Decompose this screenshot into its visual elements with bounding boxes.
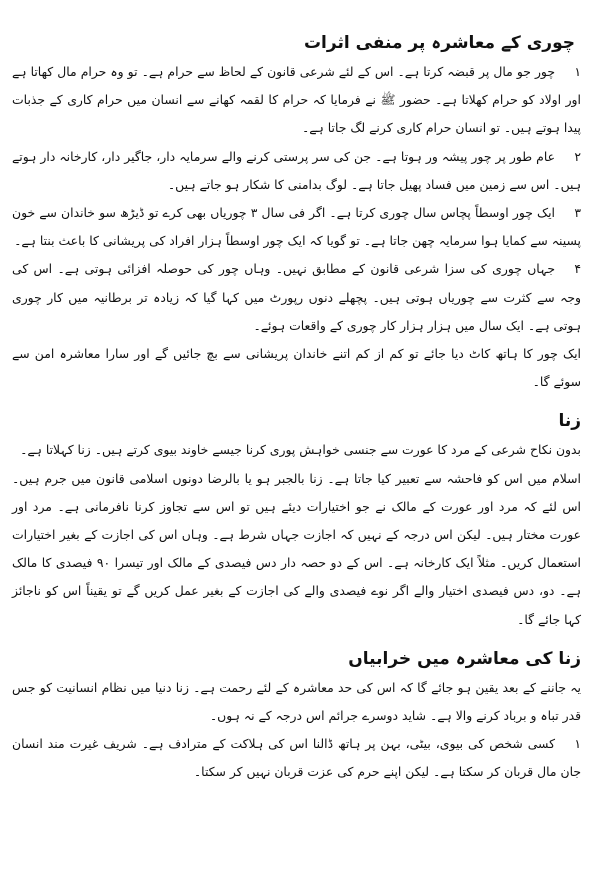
paragraph-text: چور جو مال پر قبضہ کرتا ہے۔ اس کے لئے شرعی قانون کے لحاظ سے حرام ہے۔ تو وہ حرام مال کھاتا ہے اور اولاد کو حرام کھلاتا ہے۔ حضور ﷺ نے فرمایا کہ حرام کا لقمہ کھانے سے انسان میں حرام کاری کے جذبات پیدا ہوتے ہیں۔ تو انسان حرام کاری کرنے لگ جاتا ہے۔ <box>12 64 581 136</box>
paragraph-text: یہ جاننے کے بعد یقین ہو جائے گا کہ اس کی حد معاشرہ کے لئے رحمت ہے۔ زنا دنیا میں نظام انسانیت کو جس قدر تباہ و برباد کرنے والا ہے۔ شاید دوسرے جرائم اس درجہ کے نہ ہوں۔ <box>12 679 581 724</box>
paragraph-text: کسی شخص کی بیوی، بیٹی، بہن پر ہاتھ ڈالنا اس کی ہلاکت کے مترادف ہے۔ شریف غیرت مند انسان جان مال قربان کر سکتا ہے۔ لیکن اپنے حرم کی عزت قربان نہیں کر سکتا۔ <box>12 736 581 780</box>
paragraph-theft-1 <box>12 58 581 143</box>
item-number: ۱ <box>574 64 581 79</box>
paragraph-text: ایک چور اوسطاً پچاس سال چوری کرتا ہے۔ اگر فی سال ۳ چوریاں بھی کرے تو ڈیڑھ سو خاندان سے خون پسینہ سے کمایا ہوا سرمایہ چھن جاتا ہے۔ تو گویا کہ ایک چور اوسطاً ہزار افراد کی پریشانی کا باعث بنتا ہے۔ <box>12 205 581 249</box>
item-number: ۲ <box>574 148 581 164</box>
paragraph-text: بدون نکاح شرعی کے مرد کا عورت سے جنسی خواہش پوری کرنا جیسے خاوند بیوی کرتے ہیں۔ زنا کہلاتا ہے۔ <box>20 442 581 458</box>
paragraph-text: عام طور پر چور پیشہ ور ہوتا ہے۔ جن کی سر پرستی کرنے والے سرمایہ دار، جاگیر دار، کارخانہ دار ہوتے ہیں۔ اس سے زمین میں فساد پھیل جاتا ہے۔ لوگ بدامنی کا شکار ہو جاتے ہیں۔ <box>12 148 581 192</box>
item-number: ۴ <box>574 261 581 277</box>
section-heading-zina: زنا <box>558 411 581 432</box>
page-title: چوری کے معاشرہ پر منفی اثرات <box>303 33 575 53</box>
paragraph-harms-1 <box>12 730 581 786</box>
paragraph-text: جہاں چوری کی سزا شرعی قانون کے مطابق نہیں۔ وہاں چور کی حوصلہ افزائی ہوتی ہے۔ اس کی وجہ سے کثرت سے چوریاں ہوتی ہیں۔ پچھلے دنوں رپورٹ میں کہا گیا کہ زیادہ تر برطانیہ میں کار چوری ہوتی ہے۔ ایک سال میں ہزار ہزار کار چوری کے واقعات ہوئے۔ <box>12 261 581 333</box>
paragraph-theft-3 <box>12 199 581 255</box>
paragraph-zina-islam <box>12 465 581 634</box>
paragraph-theft-4 <box>12 255 581 340</box>
item-number: ۳ <box>574 205 581 221</box>
paragraph-zina-definition <box>12 436 581 464</box>
section-heading-zina-harms: زنا کی معاشرہ میں خرابیاں <box>348 648 581 669</box>
paragraph-theft-conclusion <box>12 340 581 396</box>
paragraph-theft-2 <box>12 143 581 199</box>
item-number: ۱ <box>574 736 581 752</box>
paragraph-text: ایک چور کا ہاتھ کاٹ دیا جائے تو کم از کم اتنے خاندان پریشانی سے بچ جائیں گے اور سارا معاشرہ امن سے سوئے گا۔ <box>12 346 581 390</box>
paragraph-harms-intro <box>12 674 581 730</box>
paragraph-text: اسلام میں اس کو فاحشہ سے تعبیر کیا جاتا ہے۔ زنا بالجبر ہو یا بالرضا دونوں اسلامی قانون میں جرم ہیں۔ اس لئے کہ مرد اور عورت کے مالک نے جو اختیارات دیئے ہیں تو اس سے تجاوز کرنا نافرمانی ہے۔ مرد اور عورت مختار ہیں۔ لیکن اس درجہ کے نہیں کہ اجازت جہاں شرط ہے۔ وہاں اس کی اجازت کے بغیر اختیارات استعمال کریں۔ مثلاً ایک کارخانہ ہے۔ اس کے دو حصہ دار دس فیصدی کے مالک اور تیسرا ۹۰ فیصدی کا مالک ہے۔ دو، دس فیصدی اختیار والے اگر نوے فیصدی والے کی اجازت کے بغیر عمل کریں گے تو یقیناً اس کو ناجائز کہا جائے گا۔ <box>12 470 581 627</box>
